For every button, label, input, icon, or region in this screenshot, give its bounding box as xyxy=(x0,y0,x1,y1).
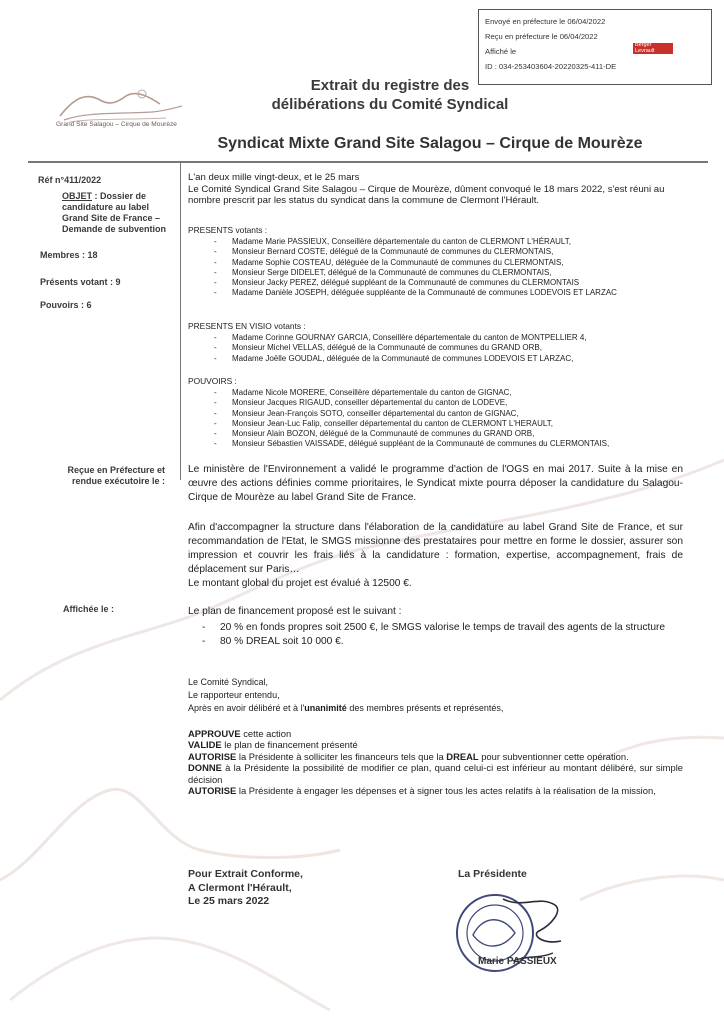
validate-text: le plan de financement présenté xyxy=(221,739,358,751)
list-item: - 20 % en fonds propres soit 2500 €, le SMGS valorise le temps de travail des agents de la structure xyxy=(188,621,683,635)
decision-validate xyxy=(188,739,683,750)
financing-plan-intro: Le plan de financement proposé est le suivant : xyxy=(188,606,402,617)
project-amount: Le montant global du projet est évalué à 12500 €. xyxy=(188,578,412,589)
list-item: - Madame Nicole MORERE, Conseillère départementale du canton de GIGNAC, xyxy=(188,388,683,398)
certification-date: Le 25 mars 2022 xyxy=(188,895,270,907)
list-item: - Monsieur Sébastien VAISSADE, délégué suppléant de la Communauté de communes du CLERMONTAIS, xyxy=(188,439,683,449)
stamp-displayed: Affiché le xyxy=(485,47,517,56)
header-divider xyxy=(28,161,708,163)
document-title-line2: délibérations du Comité Syndical xyxy=(271,96,509,113)
authorize-sign-keyword: AUTORISE xyxy=(188,785,237,797)
decision-authorize-funding xyxy=(188,751,683,762)
proxies-section xyxy=(188,376,683,449)
deliberation-text-end: des membres présents et représentés, xyxy=(346,703,504,713)
reference-number: Réf n°411/2022 xyxy=(38,175,102,185)
rapporteur-line: Le rapporteur entendu, xyxy=(188,690,280,700)
list-item: - Monsieur Alain BOZON, délégué de la Communauté de communes du GRAND ORB, xyxy=(188,429,683,439)
meeting-text: Le Comité Syndical Grand Site Salagou – Cirque de Mourèze, dûment convoqué le 18 mars 2022, s'est réuni au nombre prescrit par les status du syndicat dans la commune de Clermont l'Hérault. xyxy=(188,183,665,206)
decisions-block xyxy=(188,728,683,796)
president-title: La Présidente xyxy=(458,868,527,880)
deliberation-text: Après en avoir délibéré et à l' xyxy=(188,703,305,713)
meeting-date: L'an deux mille vingt-deux, et le 25 mars xyxy=(188,172,360,183)
object-keyword: OBJET xyxy=(62,191,93,201)
list-item: - Madame Marie PASSIEUX, Conseillère départementale du canton de CLERMONT L'HÉRAULT, xyxy=(188,237,683,247)
mission-text: Afin d'accompagner la structure dans l'élaboration de la candidature au label Grand Site de France, et sur recommandation de l'Etat, le SMGS missionne des prestataires pour mettre en forme le dossier, assurer son impression et couvrir les frais liés à la candidature : formation, expertise, accompagnement, frais de déplacement sur Paris… xyxy=(188,522,683,575)
stamp-id: ID : 034-253403604-20220325-411-DE xyxy=(485,62,617,71)
decision-authorize-sign xyxy=(188,785,683,796)
give-text: à la Présidente la possibilité de modifier ce plan, quand celui-ci est inférieur au montant délibéré, sur simple décision xyxy=(188,762,683,785)
column-divider xyxy=(180,162,181,480)
list-item: - Monsieur Jacky PEREZ, délégué suppléant de la Communauté de communes du CLERMONTAIS xyxy=(188,278,683,288)
give-keyword: DONNE xyxy=(188,762,222,774)
approve-text: cette action xyxy=(240,728,292,739)
committee-preamble xyxy=(188,676,683,715)
list-item: - Madame Danièle JOSEPH, déléguée suppléante de la Communauté de communes LODEVOIS ET LARZAC xyxy=(188,288,683,298)
logo-caption: Grand Site Salagou – Cirque de Mourèze xyxy=(56,121,177,128)
decision-give xyxy=(188,762,683,785)
certification-line: Pour Extrait Conforme, xyxy=(188,868,303,880)
list-item: - Madame Sophie COSTEAU, déléguée de la Communauté de communes du CLERMONTAIS, xyxy=(188,258,683,268)
mission-paragraph xyxy=(188,521,683,591)
list-item: - Madame Corinne GOURNAY GARCIA, Conseillère départementale du canton de MONTPELLIER 4, xyxy=(188,333,683,343)
validate-keyword: VALIDE xyxy=(188,739,222,751)
proxies-count: Pouvoirs : 6 xyxy=(40,300,92,310)
deliberation-line xyxy=(188,702,683,715)
list-item: - Monsieur Jean-François SOTO, conseiller départemental du canton de GIGNAC, xyxy=(188,409,683,419)
list-item: - Monsieur Jacques RIGAUD, conseiller départemental du canton de LODEVE, xyxy=(188,398,683,408)
present-visio-section xyxy=(188,321,683,364)
authorize-sign-text: la Présidente à engager les dépenses et à signer tous les actes relatifs à la réalisation de la mission, xyxy=(236,785,656,797)
present-visio-heading: PRESENTS EN VISIO votants : xyxy=(188,321,306,331)
berger-levrault-logo: Berger Levrault xyxy=(633,43,673,54)
object-label xyxy=(62,191,177,235)
object-text: : Dossier de candidature au label Grand Site de France – Demande de subvention xyxy=(62,191,167,234)
present-voters-heading: PRESENTS votants : xyxy=(188,225,268,235)
list-item: - Monsieur Serge DIDELET, délégué de la Communauté de communes du CLERMONTAIS, xyxy=(188,268,683,278)
authorize-text-end: pour subventionner cette opération. xyxy=(478,750,629,762)
present-voters-count: Présents votant : 9 xyxy=(40,277,121,287)
document-title-line1: Extrait du registre des xyxy=(310,77,470,94)
list-item: - Monsieur Bernard COSTE, délégué de la Communauté de communes du CLERMONTAIS, xyxy=(188,247,683,257)
proxies-heading: POUVOIRS : xyxy=(188,376,237,386)
authorize-keyword: AUTORISE xyxy=(188,750,237,762)
prefecture-stamp xyxy=(478,9,712,85)
syndicate-name: Syndicat Mixte Grand Site Salagou – Cirque de Mourèze xyxy=(217,135,643,152)
authorize-text: la Présidente à solliciter les financeurs tels que la xyxy=(236,750,447,762)
list-item: - Monsieur Michel VELLAS, délégué de la Communauté de communes du GRAND ORB, xyxy=(188,343,683,353)
dreal-keyword: DREAL xyxy=(446,750,479,762)
stamp-sent-date: Envoyé en préfecture le 06/04/2022 xyxy=(485,17,606,26)
certification-block xyxy=(188,868,303,909)
approve-keyword: APPROUVE xyxy=(188,728,241,739)
members-count: Membres : 18 xyxy=(40,250,98,260)
stamp-received-date: Reçu en préfecture le 06/04/2022 xyxy=(485,32,598,41)
certification-place: A Clermont l'Hérault, xyxy=(188,881,292,894)
decision-approve xyxy=(188,728,683,739)
committee-line: Le Comité Syndical, xyxy=(188,677,269,687)
context-paragraph: Le ministère de l'Environnement a validé le programme d'action de l'OGS en mai 2017. Suite à la mise en œuvre des actions définies comme prioritaires, le Syndicat mixte pourra déposer la candidature du Salagou-Cirque de Mourèze au label Grand Site de France. xyxy=(188,464,683,503)
list-item: - 80 % DREAL soit 10 000 €. xyxy=(188,635,683,649)
displayed-label: Affichée le : xyxy=(62,604,114,614)
prefecture-received-label: Reçue en Préfecture et rendue exécutoire le : xyxy=(67,465,165,486)
list-item: - Monsieur Jean-Luc Falip, conseiller départemental du canton de CLERMONT L'HERAULT, xyxy=(188,419,683,429)
present-voters-section xyxy=(188,225,683,298)
unanimity-keyword: unanimité xyxy=(304,703,347,713)
financing-plan xyxy=(188,605,683,649)
list-item: - Madame Joëlle GOUDAL, déléguée de la Communauté de communes LODEVOIS ET LARZAC, xyxy=(188,354,683,364)
intro-paragraph xyxy=(188,172,683,207)
president-name: Marie PASSIEUX xyxy=(478,956,557,967)
